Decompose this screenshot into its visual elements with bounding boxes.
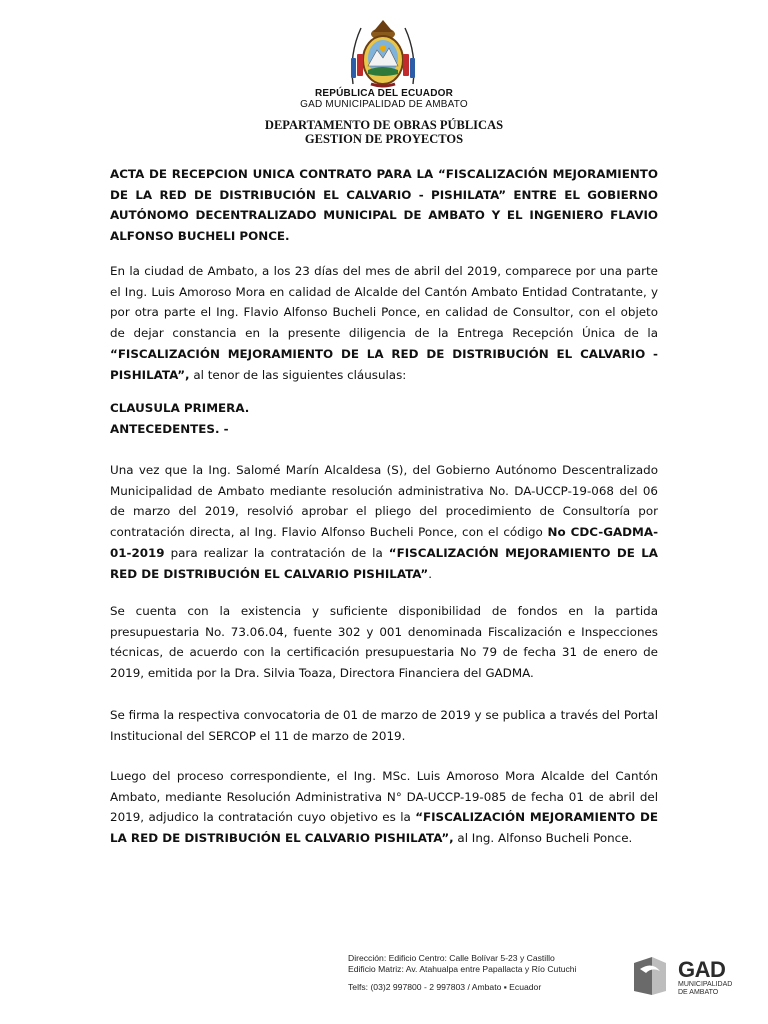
intro-project-name: “FISCALIZACIÓN MEJORAMIENTO DE LA RED DE DISTRIBUCIÓN EL CALVARIO - PISHILATA”, bbox=[110, 346, 658, 382]
gad-logo-line1: MUNICIPALIDAD bbox=[678, 981, 733, 988]
gad-logo-word: GAD bbox=[678, 957, 726, 982]
municipality-name: GAD MUNICIPALIDAD DE AMBATO bbox=[300, 99, 468, 110]
footer-contact bbox=[348, 953, 577, 993]
budget-paragraph: Se cuenta con la existencia y suficiente disponibilidad de fondos en la partida presupuestaria No. 73.06.04, fuente 302 y 001 denominada Fiscalización e Inspecciones técnicas, de acuerdo con la certificación presupuestaria No 79 de fecha 31 de enero de 2019, emitida por la Dra. Silvia Toaza, Directora Financiera del GADMA. bbox=[110, 604, 658, 681]
award-tail: al Ing. Alfonso Bucheli Ponce. bbox=[453, 831, 633, 846]
gad-logo-line2: DE AMBATO bbox=[678, 989, 719, 996]
antecedents-tail: . bbox=[428, 566, 432, 581]
footer-address-centro: Dirección: Edificio Centro: Calle Bolívar 5-23 y Castillo bbox=[348, 953, 555, 963]
footer-address-matriz: Edificio Matriz: Av. Atahualpa entre Papallacta y Río Cutuchi bbox=[348, 963, 577, 974]
footer-phone: Telfs: (03)2 997800 - 2 997803 / Ambato ▪ Ecuador bbox=[348, 982, 542, 992]
department-heading bbox=[0, 118, 768, 146]
intro-text: En la ciudad de Ambato, a los 23 días del mes de abril del 2019, comparece por una parte el Ing. Luis Amoroso Mora en calidad de Alcalde del Cantón Ambato Entidad Contratante, y por otra parte el Ing. Flavio Alfonso Bucheli Ponce, en calidad de Consultor, con el objeto de dejar constancia en la presente diligencia de la Entrega Recepción Única de la bbox=[110, 264, 658, 341]
intro-tail: al tenor de las siguientes cláusulas: bbox=[189, 367, 407, 382]
antecedents-project-name: “FISCALIZACIÓN MEJORAMIENTO DE LA RED DE DISTRIBUCIÓN EL CALVARIO PISHILATA” bbox=[110, 545, 658, 581]
antecedents-text: Una vez que la Ing. Salomé Marín Alcaldesa (S), del Gobierno Autónomo Descentralizado Municipalidad de Ambato mediante resolución administrativa No. DA-UCCP-19-068 del 06 de marzo del 2019, resolvió aprobar el pliego del procedimiento de Consultoría por contratación directa, al Ing. Flavio Alfonso Bucheli Ponce, con el código bbox=[110, 463, 658, 540]
antecedents-mid: para realizar la contratación de la bbox=[164, 545, 389, 560]
coat-of-arms-icon bbox=[343, 14, 423, 90]
contract-code: No CDC-GADMA-01-2019 bbox=[110, 525, 659, 560]
gad-logo-icon bbox=[626, 955, 672, 999]
convocation-paragraph: Se firma la respectiva convocatoria de 01 de marzo de 2019 y se publica a través del Portal Institucional del SERCOP el 11 de marzo de 2019. bbox=[110, 708, 658, 743]
republic-name: REPÚBLICA DEL ECUADOR bbox=[314, 88, 454, 99]
clause-subtitle: ANTECEDENTES. - bbox=[110, 421, 229, 436]
clause-title: CLAUSULA PRIMERA. bbox=[110, 401, 250, 415]
award-text: Luego del proceso correspondiente, el Ing. MSc. Luis Amoroso Mora Alcalde del Cantón Ambato, mediante Resolución Administrativa N° DA-UCCP-19-085 de fecha 01 de abril del 2019, adjudico la contratación cuyo objetivo es la bbox=[110, 769, 658, 825]
clause-heading bbox=[110, 398, 658, 439]
department-subunit: GESTION DE PROYECTOS bbox=[304, 132, 464, 146]
antecedents-paragraph bbox=[110, 460, 658, 584]
intro-paragraph bbox=[110, 261, 658, 385]
award-paragraph bbox=[110, 766, 658, 849]
department-name: DEPARTAMENTO DE OBRAS PÚBLICAS bbox=[264, 118, 504, 132]
gad-logo bbox=[626, 955, 746, 999]
award-project-name: “FISCALIZACIÓN MEJORAMIENTO DE LA RED DE DISTRIBUCIÓN EL CALVARIO PISHILATA”, bbox=[110, 810, 658, 846]
document-title: ACTA DE RECEPCION UNICA CONTRATO PARA LA “FISCALIZACIÓN MEJORAMIENTO DE LA RED DE DISTRIBUCIÓN EL CALVARIO - PISHILATA” ENTRE EL GOBIERNO AUTÓNOMO DECENTRALIZADO MUNICIPAL DE AMBATO Y EL INGENIERO FLAVIO ALFONSO BUCHELI PONCE. bbox=[110, 167, 658, 244]
